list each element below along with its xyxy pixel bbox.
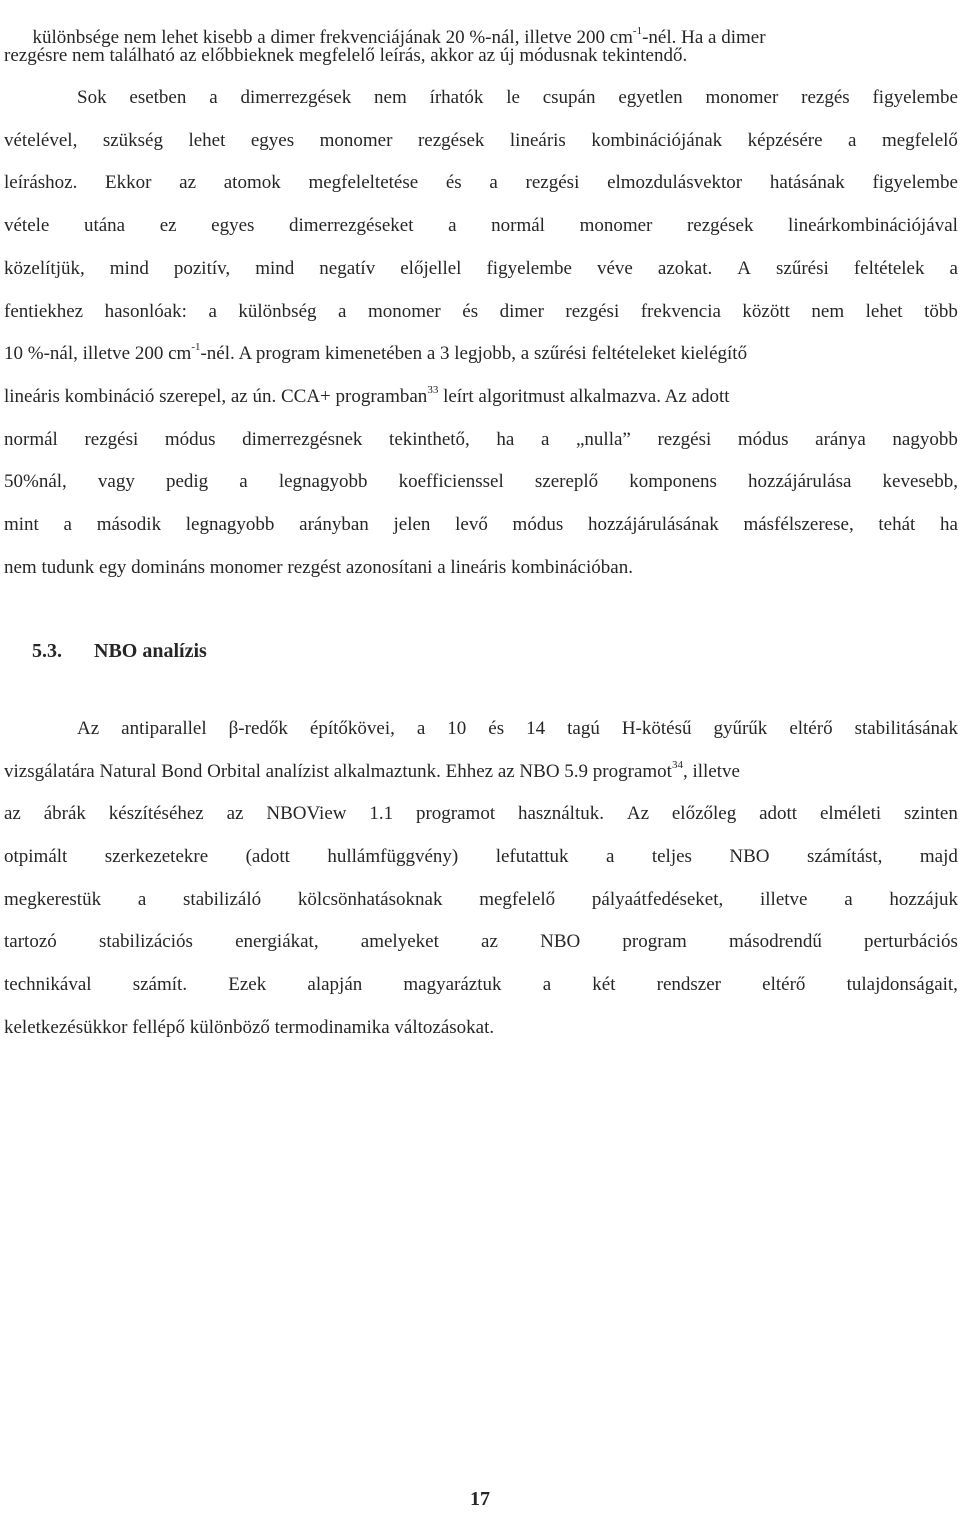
text-line: keletkezésükkor fellépő különböző termodinamika változásokat. xyxy=(4,1017,495,1038)
word: nem xyxy=(374,87,407,108)
text-line xyxy=(4,802,958,826)
word: koefficienssel xyxy=(398,471,504,492)
word: 10 xyxy=(447,718,467,739)
section-heading xyxy=(32,638,207,664)
word: tulajdonságait, xyxy=(846,974,958,995)
text-line xyxy=(4,973,958,997)
word: megfelelő xyxy=(479,889,556,910)
word: rezgési xyxy=(525,172,580,193)
text-line xyxy=(4,300,958,324)
word: rezgési xyxy=(84,429,139,450)
word: atomok xyxy=(223,172,281,193)
word: A xyxy=(737,258,751,279)
text-line xyxy=(4,385,958,409)
word: normál xyxy=(4,429,58,450)
word: szerkezetekre xyxy=(104,846,209,867)
word: és xyxy=(462,301,479,322)
word: arányban xyxy=(299,514,369,535)
word: Az xyxy=(626,803,649,824)
word: dimerrezgésnek xyxy=(242,429,363,450)
word: kölcsönhatásoknak xyxy=(297,889,443,910)
text-line xyxy=(4,428,958,452)
word: vétele xyxy=(4,215,50,236)
word: 14 xyxy=(526,718,546,739)
word: megfelelő xyxy=(881,130,958,151)
footnote-ref: 33 xyxy=(427,383,439,396)
word: perturbációs xyxy=(864,931,958,952)
word: nagyobb xyxy=(892,429,958,450)
word: az xyxy=(481,931,498,952)
word: monomer xyxy=(367,301,441,322)
word: otpimált xyxy=(4,846,68,867)
word: szinten xyxy=(904,803,958,824)
word: (adott xyxy=(245,846,290,867)
word: „nulla” xyxy=(575,429,631,450)
word: a xyxy=(239,471,248,492)
text-line xyxy=(4,930,958,954)
word: nem xyxy=(811,301,845,322)
word: 50%nál, xyxy=(4,471,67,492)
word: rezgési xyxy=(657,429,712,450)
word: előzőleg xyxy=(671,803,737,824)
word: között xyxy=(742,301,790,322)
text-fragment: , illetve xyxy=(682,761,740,782)
word: amelyeket xyxy=(360,931,439,952)
word: levő xyxy=(455,514,488,535)
word: írhatók xyxy=(429,87,484,108)
word: a xyxy=(416,718,426,739)
text-line xyxy=(77,717,958,741)
text-fragment: különbsége nem lehet kisebb a dimer frekvenciájának 20 %-nál, illetve 200 cm xyxy=(32,27,633,48)
word: le xyxy=(506,87,520,108)
word: a xyxy=(208,301,217,322)
word: β-redők xyxy=(228,718,288,739)
word: dimerrezgéseket xyxy=(289,215,414,236)
word: az xyxy=(226,803,244,824)
word: program xyxy=(622,931,687,952)
text-fragment: vizsgálatára Natural Bond Orbital analízist alkalmaztunk. Ehhez az NBO 5.9 programot xyxy=(4,761,672,782)
word: egyes xyxy=(250,130,295,151)
word: stabilitásának xyxy=(854,718,958,739)
word: tartozó xyxy=(4,931,57,952)
word: tagú xyxy=(567,718,600,739)
text-line xyxy=(4,470,958,494)
word: eltérő xyxy=(762,974,806,995)
word: lehet xyxy=(188,130,226,151)
section-number: 5.3. xyxy=(32,640,62,662)
word: adott xyxy=(759,803,798,824)
word: leíráshoz. xyxy=(4,172,78,193)
word: dimer xyxy=(499,301,544,322)
word: ez xyxy=(159,215,177,236)
word: ha xyxy=(496,429,515,450)
word: lineáris xyxy=(509,130,566,151)
word: 1.1 xyxy=(369,803,394,824)
word: a xyxy=(209,87,218,108)
word: mind xyxy=(109,258,149,279)
text-line xyxy=(4,257,958,281)
word: módus xyxy=(512,514,564,535)
word: szükség xyxy=(102,130,163,151)
word: figyelembe xyxy=(872,172,958,193)
word: ha xyxy=(940,514,958,535)
word: a xyxy=(844,889,853,910)
word: pozitív, xyxy=(173,258,231,279)
text-line: nem tudunk egy domináns monomer rezgést azonosítani a lineáris kombinációban. xyxy=(4,557,633,578)
word: gyűrűk xyxy=(713,718,768,739)
word: egyes xyxy=(211,215,255,236)
word: és xyxy=(445,172,462,193)
word: második xyxy=(96,514,162,535)
superscript: -1 xyxy=(191,340,201,353)
word: a xyxy=(448,215,457,236)
text-line: rezgésre nem található az előbbieknek megfelelő leírás, akkor az új módusnak tekintendő. xyxy=(4,45,688,66)
text-line xyxy=(4,171,958,195)
word: szűrési xyxy=(776,258,829,279)
word: eltérő xyxy=(789,718,833,739)
word: hatásának xyxy=(769,172,845,193)
word: a xyxy=(63,514,72,535)
word: normál xyxy=(491,215,545,236)
word: hozzájárulása xyxy=(748,471,852,492)
word: módus xyxy=(737,429,789,450)
word: rendszer xyxy=(656,974,722,995)
word: programot xyxy=(415,803,496,824)
word: majd xyxy=(919,846,958,867)
word: rezgések xyxy=(417,130,485,151)
word: feltételek xyxy=(853,258,925,279)
word: másodrendű xyxy=(728,931,822,952)
section-title: NBO analízis xyxy=(94,640,207,662)
word: számít. xyxy=(132,974,188,995)
text-line xyxy=(4,760,958,784)
word: esetben xyxy=(129,87,187,108)
word: lefutattuk xyxy=(495,846,569,867)
word: pályaátfedéseket, xyxy=(591,889,724,910)
text-line xyxy=(77,86,958,110)
word: aránya xyxy=(815,429,866,450)
footnote-ref: 34 xyxy=(671,758,683,771)
word: közelítjük, xyxy=(4,258,85,279)
word: ábrák xyxy=(43,803,86,824)
word: hozzájárulásának xyxy=(587,514,719,535)
word: használtuk. xyxy=(517,803,604,824)
word: utána xyxy=(83,215,126,236)
word: a xyxy=(949,258,958,279)
text-fragment: lineáris kombináció szerepel, az ún. CCA+ programban xyxy=(4,386,428,407)
word: fentiekhez xyxy=(4,301,84,322)
text-fragment: leírt algoritmust alkalmazva. Az adott xyxy=(438,386,730,407)
word: a xyxy=(540,429,550,450)
word: az xyxy=(179,172,197,193)
word: képzésére xyxy=(747,130,823,151)
word: teljes xyxy=(651,846,692,867)
word: negatív xyxy=(319,258,376,279)
word: legnagyobb xyxy=(185,514,275,535)
text-line xyxy=(4,845,958,869)
page-number: 17 xyxy=(470,1488,490,1510)
word: Ekkor xyxy=(105,172,152,193)
word: NBO xyxy=(729,846,770,867)
word: komponens xyxy=(629,471,717,492)
word: számítást, xyxy=(806,846,883,867)
word: monomer xyxy=(579,215,653,236)
superscript: -1 xyxy=(632,24,643,37)
word: megfeleltetése xyxy=(308,172,419,193)
word: stabilizációs xyxy=(98,931,193,952)
word: előjellel xyxy=(400,258,462,279)
word: legnagyobb xyxy=(278,471,368,492)
word: monomer xyxy=(319,130,393,151)
word: antiparallel xyxy=(121,718,207,739)
word: hullámfüggvény) xyxy=(327,846,459,867)
text-line xyxy=(4,342,958,366)
word: a xyxy=(489,172,498,193)
word: és xyxy=(488,718,505,739)
word: energiákat, xyxy=(235,931,319,952)
word: frekvencia xyxy=(640,301,721,322)
word: elmozdulásvektor xyxy=(607,172,743,193)
word: szereplő xyxy=(534,471,599,492)
word: véve xyxy=(596,258,633,279)
word: hozzájuk xyxy=(889,889,958,910)
word: másfélszerese, xyxy=(743,514,854,535)
word: csupán xyxy=(542,87,596,108)
word: módus xyxy=(164,429,216,450)
word: figyelembe xyxy=(486,258,572,279)
word: NBOView xyxy=(266,803,347,824)
word: különbség xyxy=(238,301,317,322)
word: tekinthető, xyxy=(389,429,470,450)
word: Sok xyxy=(77,87,107,108)
word: NBO xyxy=(540,931,581,952)
word: Ezek xyxy=(228,974,267,995)
word: jelen xyxy=(393,514,431,535)
word: elméleti xyxy=(819,803,882,824)
word: a xyxy=(338,301,347,322)
word: monomer xyxy=(705,87,779,108)
word: a xyxy=(605,846,615,867)
text-fragment: -nél. Ha a dimer xyxy=(642,27,766,48)
word: rezgési xyxy=(565,301,620,322)
word: kevesebb, xyxy=(882,471,958,492)
word: vagy xyxy=(97,471,135,492)
word: mint xyxy=(4,514,39,535)
word: vételével, xyxy=(4,130,78,151)
word: kombinációjának xyxy=(591,130,723,151)
word: két xyxy=(592,974,616,995)
word: tehát xyxy=(878,514,916,535)
word: építőkövei, xyxy=(309,718,395,739)
word: stabilizáló xyxy=(183,889,262,910)
word: rezgések xyxy=(686,215,754,236)
word: pedig xyxy=(165,471,209,492)
word: Az xyxy=(77,718,100,739)
word: hasonlóak: xyxy=(104,301,187,322)
word: H-kötésű xyxy=(621,718,692,739)
word: technikával xyxy=(4,974,92,995)
word: megkerestük xyxy=(4,889,102,910)
word: a xyxy=(848,130,857,151)
word: magyaráztuk xyxy=(403,974,502,995)
word: mind xyxy=(255,258,295,279)
text-fragment: 10 %-nál, illetve 200 cm xyxy=(4,343,192,364)
word: lehet xyxy=(865,301,903,322)
word: az xyxy=(4,803,21,824)
word: alapján xyxy=(307,974,363,995)
word: lineárkombinációjával xyxy=(788,215,958,236)
text-line xyxy=(4,513,958,537)
word: rezgés xyxy=(801,87,850,108)
word: a xyxy=(137,889,147,910)
word: készítéséhez xyxy=(108,803,204,824)
word: egyetlen xyxy=(618,87,683,108)
word: dimerrezgések xyxy=(240,87,352,108)
word: illetve xyxy=(760,889,808,910)
text-line xyxy=(4,129,958,153)
word: figyelembe xyxy=(872,87,958,108)
text-fragment: -nél. A program kimenetében a 3 legjobb, a szűrési feltételeket kielégítő xyxy=(200,343,748,364)
word: több xyxy=(924,301,958,322)
word: azokat. xyxy=(657,258,713,279)
text-line xyxy=(4,214,958,238)
word: a xyxy=(542,974,552,995)
text-line xyxy=(4,888,958,912)
